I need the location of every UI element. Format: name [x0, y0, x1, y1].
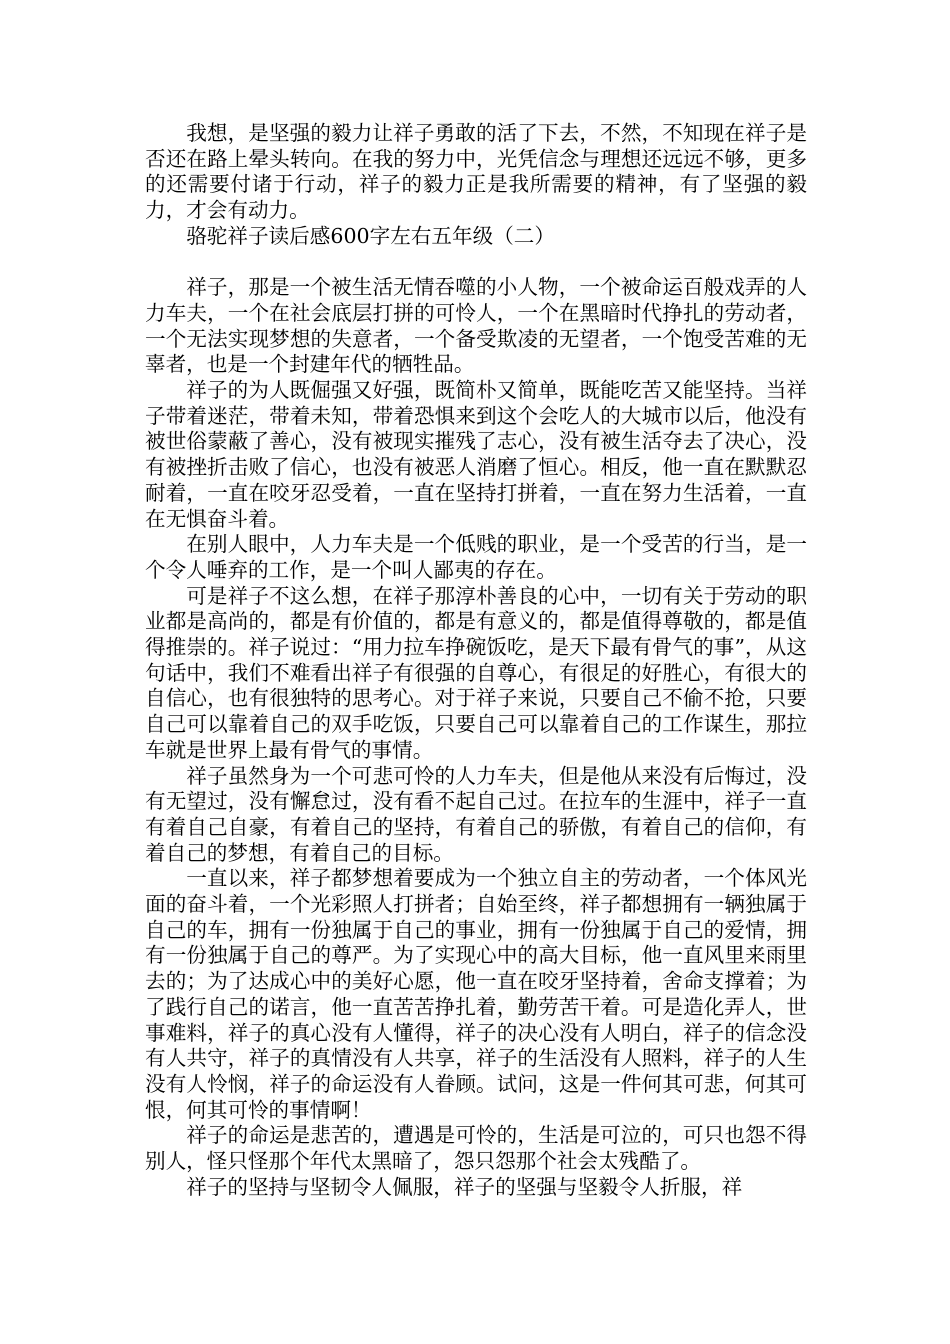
paragraph: 祥子的命运是悲苦的，遭遇是可怜的，生活是可泣的，可只也怨不得别人，怪只怪那个年代太黑暗了，怨只怨那个社会太残酷了。	[145, 1123, 807, 1174]
paragraph: 祥子，那是一个被生活无情吞噬的小人物，一个被命运百般戏弄的人力车夫，一个在社会底层打拼的可怜人，一个在黑暗时代挣扎的劳动者，一个无法实现梦想的失意者，一个备受欺凌的无望者，一个饱受苦难的无辜者，也是一个封建年代的牺牲品。	[145, 275, 807, 377]
blank-line	[145, 250, 807, 276]
paragraph: 我想，是坚强的毅力让祥子勇敢的活了下去，不然，不知现在祥子是否还在路上晕头转向。在我的努力中，光凭信念与理想还远远不够，更多的还需要付诸于行动，祥子的毅力正是我所需要的精神，有了坚强的毅力，才会有动力。	[145, 121, 807, 223]
paragraph: 在别人眼中，人力车夫是一个低贱的职业，是一个受苦的行当，是一个令人唾弃的工作，是一个叫人鄙夷的存在。	[145, 532, 807, 582]
paragraph: 可是祥子不这么想，在祥子那淳朴善良的心中，一切有关于劳动的职业都是高尚的，都是有价值的，都是有意义的，都是值得尊敬的，都是值得推崇的。祥子说过：“用力拉车挣碗饭吃，是天下最有骨气的事”，从这句话中，我们不难看出祥子有很强的自尊心，有很足的好胜心，有很大的自信心，也有很独特的思考心。对于祥子来说，只要自己不偷不抢，只要自己可以靠着自己的双手吃饭，只要自己可以靠着自己的工作谋生，那拉车就是世界上最有骨气的事情。	[145, 583, 807, 762]
paragraph: 一直以来，祥子都梦想着要成为一个独立自主的劳动者，一个体风光面的奋斗着，一个光彩照人打拼者；自始至终，祥子都想拥有一辆独属于自己的车，拥有一份独属于自己的事业，拥有一份独属于自己的爱情，拥有一份独属于自己的尊严。为了实现心中的高大目标，他一直风里来雨里去的；为了达成心中的美好心愿，他一直在咬牙坚持着，舍命支撑着；为了践行自己的诺言，他一直苦苦挣扎着，勤劳苦干着。可是造化弄人，世事难料，祥子的真心没有人懂得，祥子的决心没有人明白，祥子的信念没有人共守，祥子的真情没有人共享，祥子的生活没有人照料，祥子的人生没有人怜悯，祥子的命运没有人眷顾。试问，这是一件何其可悲，何其可恨，何其可怜的事情啊！	[145, 866, 807, 1122]
document-body	[145, 121, 807, 1201]
paragraph: 祥子的为人既倔强又好强，既简朴又简单，既能吃苦又能坚持。当祥子带着迷茫，带着未知，带着恐惧来到这个会吃人的大城市以后，他没有被世俗蒙蔽了善心，没有被现实摧残了志心，没有被生活夺去了决心，没有被挫折击败了信心，也没有被恶人消磨了恒心。相反，他一直在默默忍耐着，一直在咬牙忍受着，一直在坚持打拼着，一直在努力生活着，一直在无惧奋斗着。	[145, 378, 807, 531]
paragraph: 祥子虽然身为一个可悲可怜的人力车夫，但是他从来没有后悔过，没有无望过，没有懈怠过，没有看不起自己过。在拉车的生涯中，祥子一直有着自己自豪，有着自己的坚持，有着自己的骄傲，有着自己的信仰，有着自己的梦想，有着自己的目标。	[145, 763, 807, 865]
section-title: 骆驼祥子读后感600字左右五年级（二）	[186, 223, 555, 248]
paragraph: 祥子的坚持与坚韧令人佩服，祥子的坚强与坚毅令人折服，祥	[186, 1174, 743, 1199]
